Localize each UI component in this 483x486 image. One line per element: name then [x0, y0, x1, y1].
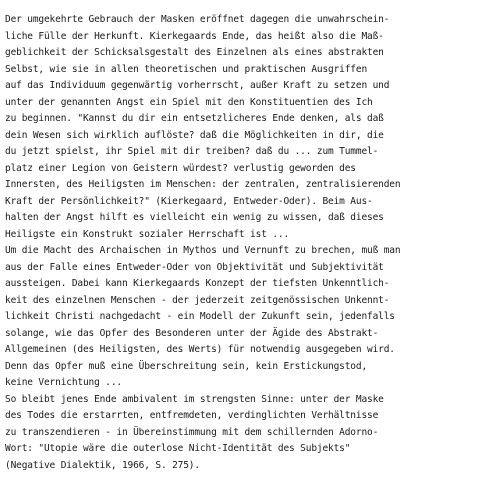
text-line: Denn das Opfer muß eine Überschreitung sein, kein Erstickungstod,	[5, 360, 368, 372]
text-line: auf das Individuum gegenwärtig vorherrscht, außer Kraft zu setzen und	[5, 80, 390, 91]
text-line: aus der Falle eines Entweder-Oder von Objektivität und Subjektivität	[5, 261, 384, 273]
text-line: aussteigen. Dabei kann Kierkegaards Konzept der tiefsten Unkenntlich-	[5, 278, 390, 289]
text-line: Um die Macht des Archaischen in Mythos und Vernunft zu brechen, muß man	[5, 245, 401, 256]
text-line: Wort: "Utopie wäre die outerlose Nicht-Identität des Subjekts"	[5, 443, 351, 454]
text-line: Der umgekehrte Gebrauch der Masken eröffnet dagegen die unwahrschein-	[5, 14, 390, 25]
text-line: Heiligste ein Konstrukt sozialer Herrschaft ist ...	[5, 228, 290, 240]
text-line: des Todes die erstarrten, entfremdeten, verdinglichten Verhältnisse	[5, 410, 379, 421]
text-line: geblichkeit der Schicksalsgestalt des Einzelnen als eines abstrakten	[5, 47, 384, 58]
text-line: Allgemeinen (des Heiligsten, des Werts) für notwendig ausgegeben wird.	[5, 344, 395, 355]
text-line: zu beginnen. "Kannst du dir ein entsetzlicheres Ende denken, als daß	[5, 113, 384, 124]
text-line: keit des einzelnen Menschen - der jederzeit zeitgenössischen Unkennt-	[5, 294, 390, 306]
text-line: So bleibt jenes Ende ambivalent im strengsten Sinne: unter der Maske	[5, 393, 384, 405]
text-line: Innersten, des Heiligsten im Menschen: der zentralen, zentralisierenden	[5, 179, 401, 190]
text-line: solange, wie das Opfer des Besonderen unter der Ägide des Abstrakt-	[5, 327, 379, 339]
text-line: liche Fülle der Herkunft. Kierkegaards Ende, das heißt also die Maß-	[5, 30, 384, 42]
text-line: lichkeit Christi nachgedacht - ein Modell der Zukunft sein, jedenfalls	[5, 311, 395, 322]
text-line: keine Vernichtung ...	[5, 377, 122, 388]
text-line: (Negative Dialektik, 1966, S. 275).	[5, 459, 200, 471]
body-text	[5, 12, 481, 474]
text-line: Kraft der Persönlichkeit?" (Kierkegaard, Entweder-Oder). Beim Aus-	[5, 195, 373, 207]
text-line: zu transzendieren - in Übereinstimmung mit dem schillernden Adorno-	[5, 426, 379, 438]
text-line: unter der genannten Angst ein Spiel mit den Konstituentien des Ich	[5, 96, 373, 108]
text-line: halten der Angst hilft es vielleicht ein wenig zu wissen, daß dieses	[5, 212, 384, 223]
text-line: du jetzt spielst, ihr Spiel mit dir treiben? daß du ... zum Tummel-	[5, 146, 379, 157]
text-line: Selbst, wie sie in allen theoretischen und praktischen Ausgriffen	[5, 63, 368, 75]
text-line: platz einer Legion von Geistern würdest? verlustig geworden des	[5, 162, 356, 174]
text-line: dein Wesen sich wirklich auflöste? daß die Möglichkeiten in dir, die	[5, 129, 384, 141]
